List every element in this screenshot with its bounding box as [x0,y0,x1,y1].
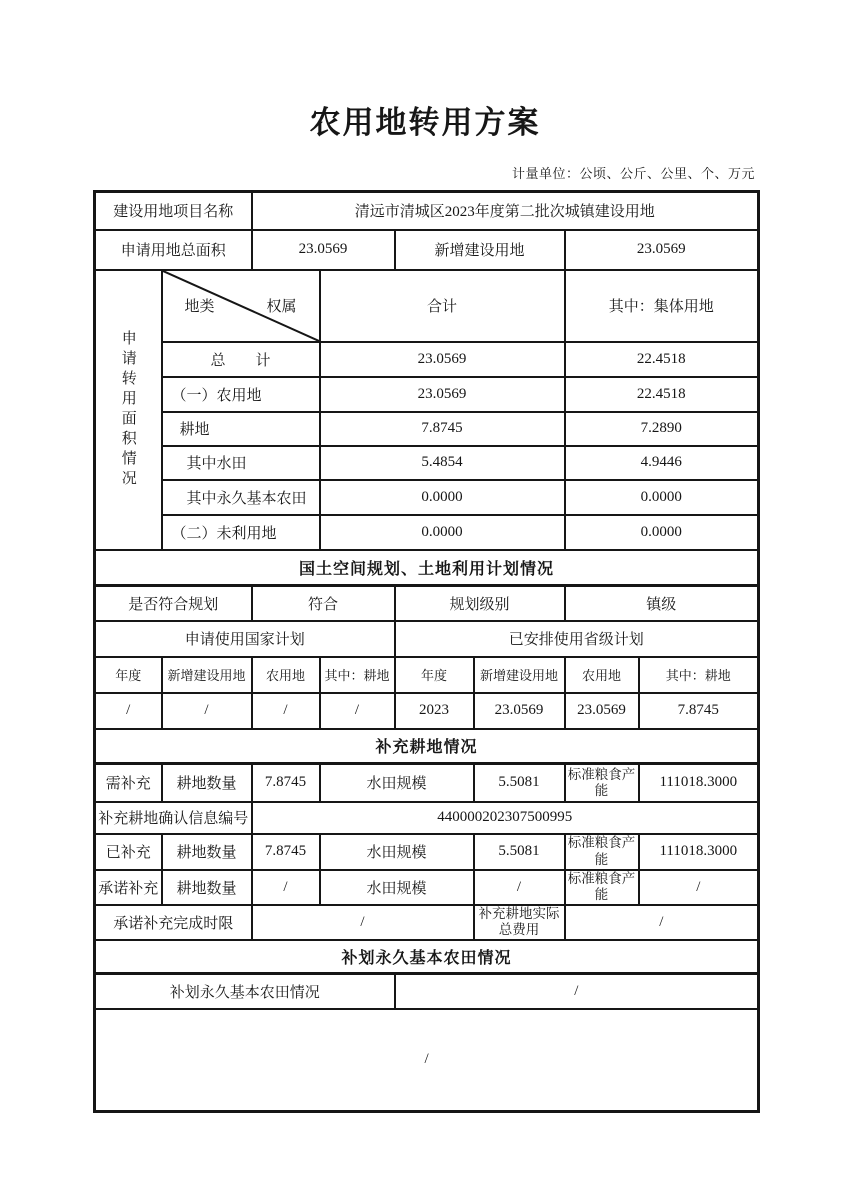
plan-col-arable: 其中：耕地 [320,657,395,693]
page-title: 农用地转用方案 [309,105,541,140]
paddy-value: 5.5081 [474,764,565,802]
row-farmland [95,974,759,1009]
section-header-plan: 国土空间规划、土地利用计划情况 [95,550,759,586]
qty-label: 耕地数量 [162,870,252,905]
supplement-category: 承诺补充 [95,870,162,905]
col-header-collective: 其中：集体用地 [565,270,759,342]
row-label: （二）未利用地 [162,515,320,550]
grain-label: 标准粮食产能 [565,764,639,802]
diagonal-label-ownership: 权属 [266,299,297,315]
plan-col-year: 年度 [395,657,474,693]
row-project-name [95,192,759,230]
row-conversion-header [95,270,759,342]
row-label: 其中水田 [162,446,320,480]
measure-unit-note: 计量单位：公顷、公斤、公里、个、万元 [511,166,755,181]
row-section-supplement [95,729,759,764]
supplement-category: 已补充 [95,834,162,870]
total-area-label: 申请用地总面积 [95,230,252,270]
table-row [95,515,759,550]
provincial-value-year: 2023 [395,693,474,729]
value-collective: 0.0000 [565,480,759,515]
grain-label: 标准粮食产能 [565,834,639,870]
provincial-plan-header: 已安排使用省级计划 [395,621,759,657]
national-value: / [320,693,395,729]
new-land-label: 新增建设用地 [395,230,565,270]
qty-value: 7.8745 [252,834,320,870]
value-total: 7.8745 [320,412,565,446]
national-value: / [162,693,252,729]
value-collective: 7.2890 [565,412,759,446]
value-total: 23.0569 [320,377,565,412]
row-label: 总 计 [162,342,320,377]
row-section-farmland [95,940,759,974]
row-supplement-done [95,834,759,870]
row-note [95,1009,759,1112]
table-row [95,342,759,377]
qty-value: / [252,870,320,905]
row-supplement-promised [95,870,759,905]
section-header-supplement: 补充耕地情况 [95,729,759,764]
qty-label: 耕地数量 [162,834,252,870]
plan-col-arable: 其中：耕地 [639,657,759,693]
national-value: / [252,693,320,729]
cost-value: / [565,905,759,940]
diagonal-header-cell [162,270,320,342]
farmland-label: 补划永久基本农田情况 [95,974,395,1009]
conversion-side-label-cell [95,270,162,550]
paddy-value: / [474,870,565,905]
row-section-plan [95,550,759,586]
paddy-label: 水田规模 [320,870,474,905]
provincial-value-agri: 23.0569 [565,693,639,729]
qty-label: 耕地数量 [162,764,252,802]
value-collective: 22.4518 [565,342,759,377]
confirm-number-label: 补充耕地确认信息编号 [95,802,252,834]
plan-level-label: 规划级别 [395,586,565,621]
value-total: 5.4854 [320,446,565,480]
national-value: / [95,693,162,729]
row-label: 耕地 [162,412,320,446]
land-conversion-form-table [93,190,760,1113]
plan-col-newland: 新增建设用地 [162,657,252,693]
new-land-value: 23.0569 [565,230,759,270]
plan-col-newland: 新增建设用地 [474,657,565,693]
farmland-value: / [395,974,759,1009]
table-row [95,412,759,446]
deadline-value: / [252,905,474,940]
table-row [95,446,759,480]
row-plan-values [95,693,759,729]
table-row [95,377,759,412]
provincial-value-arable: 7.8745 [639,693,759,729]
confirm-number-value: 440000202307500995 [252,802,759,834]
section-header-farmland: 补划永久基本农田情况 [95,940,759,974]
deadline-label: 承诺补充完成时限 [95,905,252,940]
provincial-value-newland: 23.0569 [474,693,565,729]
supplement-category: 需补充 [95,764,162,802]
grain-label: 标准粮食产能 [565,870,639,905]
value-total: 23.0569 [320,342,565,377]
row-supplement-needed [95,764,759,802]
value-collective: 22.4518 [565,377,759,412]
project-name-label: 建设用地项目名称 [95,192,252,230]
plan-col-agri: 农用地 [252,657,320,693]
row-compliance [95,586,759,621]
paddy-label: 水田规模 [320,764,474,802]
project-name-value: 清远市清城区2023年度第二批次城镇建设用地 [252,192,759,230]
national-plan-header: 申请使用国家计划 [95,621,395,657]
value-total: 0.0000 [320,515,565,550]
row-plan-columns [95,657,759,693]
plan-col-agri: 农用地 [565,657,639,693]
row-confirm-number [95,802,759,834]
table-row [95,480,759,515]
compliance-value: 符合 [252,586,395,621]
conversion-side-label: 申请转用面积情况 [119,329,136,490]
cost-label: 补充耕地实际总费用 [474,905,565,940]
paddy-label: 水田规模 [320,834,474,870]
grain-value: / [639,870,759,905]
diagonal-label-landtype: 地类 [184,299,215,315]
total-area-value: 23.0569 [252,230,395,270]
grain-value: 111018.3000 [639,834,759,870]
row-plan-halves [95,621,759,657]
qty-value: 7.8745 [252,764,320,802]
plan-col-year: 年度 [95,657,162,693]
plan-level-value: 镇级 [565,586,759,621]
row-deadline-cost [95,905,759,940]
row-label: 其中永久基本农田 [162,480,320,515]
col-header-total: 合计 [320,270,565,342]
grain-value: 111018.3000 [639,764,759,802]
row-total-area [95,230,759,270]
paddy-value: 5.5081 [474,834,565,870]
row-label: （一）农用地 [162,377,320,412]
value-collective: 0.0000 [565,515,759,550]
value-total: 0.0000 [320,480,565,515]
value-collective: 4.9446 [565,446,759,480]
compliance-label: 是否符合规划 [95,586,252,621]
note-cell: / [95,1009,759,1112]
